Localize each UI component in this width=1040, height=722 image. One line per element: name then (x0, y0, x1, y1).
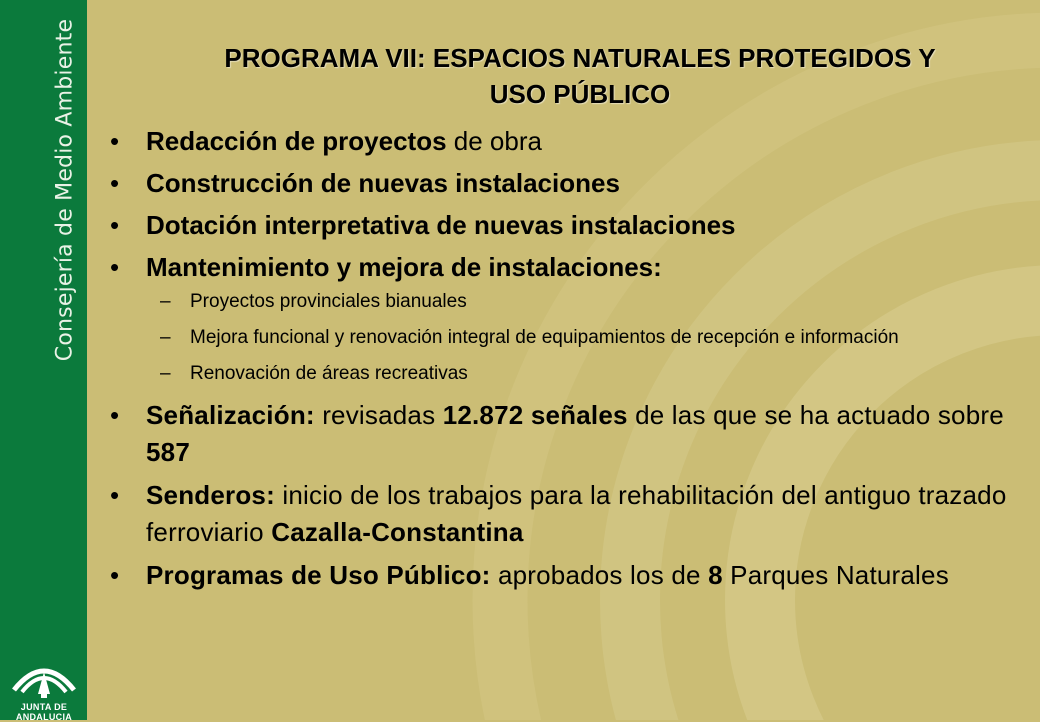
item-bold: Mantenimiento y mejora de instalaciones: (146, 252, 662, 282)
item-bold: Senderos: (146, 480, 275, 510)
logo-label: JUNTA DE ANDALUCIA (15, 702, 73, 722)
item-bold: Construcción de nuevas instalaciones (146, 168, 620, 198)
item-bold: Programas de Uso Público: (146, 560, 491, 590)
sub-item-text: Proyectos provinciales bianuales (190, 291, 467, 312)
dash: – (160, 327, 171, 348)
item-bold: Redacción de proyectos (146, 126, 447, 156)
title-line-1: PROGRAMA VII: ESPACIOS NATURALES PROTEGIDOS Y (224, 43, 936, 73)
slide-title (120, 40, 1040, 112)
sub-item-text: Mejora funcional y renovación integral de equipamientos de recepción e información (190, 327, 899, 348)
andalucia-arcs-logo-icon (8, 650, 80, 698)
bullet: • (110, 252, 120, 282)
dash: – (160, 291, 171, 312)
item-bold: 12.872 señales (442, 400, 628, 430)
bullet: • (110, 560, 120, 590)
item-text: revisadas (314, 400, 443, 430)
item-bold: Cazalla-Constantina (271, 517, 524, 547)
item-text: de obra (446, 126, 542, 156)
sub-list-item (108, 361, 1028, 386)
list-item (108, 250, 1028, 285)
dash: – (160, 363, 171, 384)
bullet: • (110, 168, 120, 198)
item-text: de las que se ha actuado sobre (627, 400, 1004, 430)
list-item (108, 208, 1028, 243)
list-item (108, 166, 1028, 201)
item-bold: 8 (708, 560, 723, 590)
sub-list-item (108, 289, 1028, 314)
item-text: inicio de los trabajos para la rehabilitación del antiguo trazado ferroviario (146, 480, 1007, 547)
item-text: aprobados los de (490, 560, 709, 590)
list-item-programas (108, 557, 1028, 594)
bullet: • (110, 480, 120, 510)
item-bold: Señalización: (146, 400, 315, 430)
sub-item-text: Renovación de áreas recreativas (190, 363, 468, 384)
item-bold: Dotación interpretativa de nuevas instalaciones (146, 210, 736, 240)
sub-list-item (108, 325, 1028, 350)
sub-list (108, 289, 1028, 386)
list-item (108, 124, 1028, 159)
bullet: • (110, 126, 120, 156)
item-bold: 587 (146, 437, 190, 467)
list-item-senderos (108, 477, 1028, 551)
slide-content (108, 124, 1028, 600)
sidebar (0, 0, 87, 720)
title-line-2: USO PÚBLICO (489, 79, 671, 109)
list-item-senalizacion (108, 397, 1028, 471)
department-name: Consejería de Medio Ambiente (52, 18, 78, 362)
item-text: Parques Naturales (722, 560, 949, 590)
bullet: • (110, 400, 120, 430)
bullet: • (110, 210, 120, 240)
